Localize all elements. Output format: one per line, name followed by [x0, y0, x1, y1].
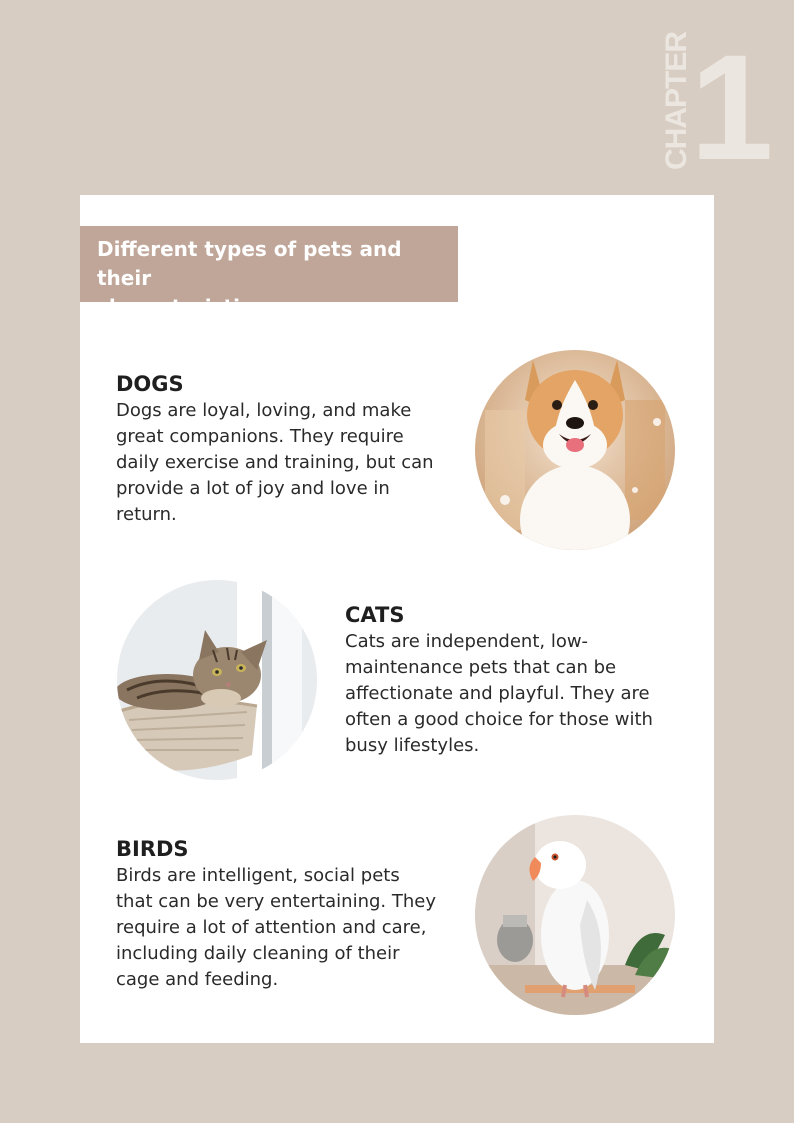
- pet-title-dogs: DOGS: [116, 372, 184, 396]
- desc-line: that can be very entertaining. They: [116, 891, 436, 912]
- chapter-label: CHAPTER: [660, 31, 693, 170]
- tabby-cat-photo: [117, 580, 317, 780]
- desc-line: daily exercise and training, but can: [116, 452, 434, 473]
- desc-line: including daily cleaning of their: [116, 943, 400, 964]
- desc-line: provide a lot of joy and love in: [116, 478, 390, 499]
- pet-desc-birds: [116, 863, 446, 993]
- desc-line: return.: [116, 504, 177, 525]
- desc-line: affectionate and playful. They are: [345, 683, 650, 704]
- pet-desc-dogs: [116, 398, 446, 528]
- desc-line: Cats are independent, low-: [345, 631, 589, 652]
- corgi-illustration: [475, 350, 675, 550]
- content-card: [80, 195, 714, 1043]
- banner-title-line-1: Different types of pets and their: [97, 237, 402, 290]
- desc-line: great companions. They require: [116, 426, 404, 447]
- desc-line: cage and feeding.: [116, 969, 279, 990]
- pet-desc-cats: [345, 629, 675, 759]
- desc-line: Dogs are loyal, loving, and make: [116, 400, 412, 421]
- desc-line: often a good choice for those with: [345, 709, 653, 730]
- banner-title-line-2: characteristics:: [97, 295, 272, 319]
- white-parrot-photo: [475, 815, 675, 1015]
- pet-title-birds: BIRDS: [116, 837, 189, 861]
- desc-line: require a lot of attention and care,: [116, 917, 427, 938]
- desc-line: maintenance pets that can be: [345, 657, 617, 678]
- tabby-cat-illustration: [117, 580, 317, 780]
- pet-title-cats: CATS: [345, 603, 405, 627]
- section-banner: [80, 226, 458, 319]
- desc-line: busy lifestyles.: [345, 735, 480, 756]
- desc-line: Birds are intelligent, social pets: [116, 865, 400, 886]
- corgi-photo: [475, 350, 675, 550]
- chapter-number: 1: [690, 23, 774, 191]
- white-parrot-illustration: [475, 815, 675, 1015]
